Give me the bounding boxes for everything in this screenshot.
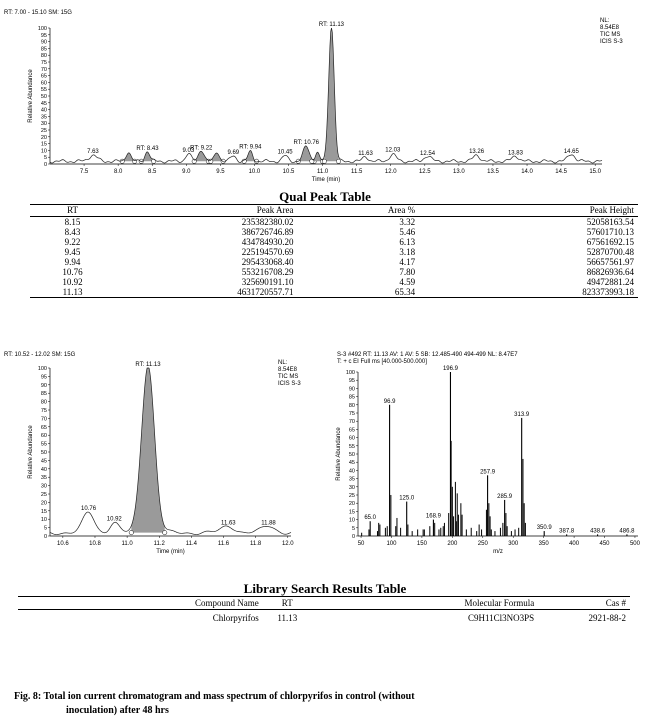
qual-peak-table	[30, 204, 638, 298]
y-tick-label: 50	[40, 450, 47, 456]
qual-table-body	[30, 217, 638, 298]
table-row	[30, 257, 638, 267]
y-tick-label: 75	[40, 408, 47, 414]
y-tick-label: 55	[40, 87, 47, 94]
y-tick-label: 90	[348, 386, 355, 393]
y-tick-label: 50	[348, 452, 355, 458]
table-cell: 52058163.54	[586, 217, 634, 227]
y-tick-label: 0	[43, 162, 47, 168]
table-cell: 823373993.18	[419, 287, 638, 298]
info-line: NL:	[600, 18, 610, 24]
table-cell: 325690191.10	[241, 277, 294, 287]
y-tick-label: 10	[348, 517, 355, 524]
peak-label: 257.9	[480, 469, 496, 476]
peak-label: 12.03	[385, 147, 401, 154]
x-tick-label: 50	[357, 541, 365, 547]
table-row	[18, 610, 630, 627]
x-tick-label: 8.0	[113, 169, 123, 175]
info-line: 8.54E8	[278, 367, 298, 373]
table-cell: 49472881.24	[586, 277, 634, 287]
peak-label: 387.8	[559, 528, 575, 535]
table-cell: 6.13	[399, 237, 416, 247]
y-tick-label: 80	[348, 402, 355, 409]
peak-label: 125.0	[399, 495, 415, 502]
table-cell: 386726746.89	[241, 227, 294, 237]
y-tick-label: 25	[348, 493, 355, 499]
peak-end-marker	[151, 159, 155, 163]
column-header: Peak Area	[115, 205, 297, 217]
x-tick-label: 15.0	[589, 169, 602, 175]
table-cell: 65.34	[298, 287, 420, 298]
peak-label: RT: 9.94	[239, 144, 262, 151]
integrated-peak-area	[131, 368, 164, 533]
peak-label: RT: 11.13	[318, 22, 345, 28]
x-tick-label: 300	[508, 541, 519, 547]
peak-label: 96.9	[383, 398, 396, 405]
x-tick-label: 9.5	[216, 169, 225, 175]
caption-line: Fig. 8: Total ion current chromatogram and mass spectrum of chlorpyrifos in control (without	[14, 691, 415, 702]
y-tick-label: 50	[40, 94, 47, 100]
table-row	[30, 287, 638, 298]
peak-label: 65.0	[364, 515, 377, 522]
y-tick-label: 70	[348, 419, 355, 426]
x-tick-label: 12.0	[384, 169, 397, 175]
table-cell: 4.59	[399, 277, 416, 287]
column-header: Compound Name	[18, 597, 263, 610]
table-cell: 57601710.13	[586, 227, 634, 237]
table-cell: 8.43	[64, 227, 81, 237]
table-cell: 2921-88-2	[588, 613, 626, 623]
table-cell: 434784930.20	[241, 237, 294, 247]
table-cell: 9.22	[64, 237, 81, 247]
spectrum-header: S-3 #492 RT: 11.13 AV: 1 AV: 5 SB: 12.485-490 494-499 NL: 8.47E7	[337, 352, 518, 358]
y-tick-label: 100	[345, 370, 355, 376]
peak-label: 285.9	[497, 493, 513, 500]
y-tick-label: 95	[40, 32, 47, 39]
peak-label: 9.69	[227, 150, 240, 157]
y-tick-label: 60	[40, 433, 47, 440]
y-tick-label: 45	[348, 460, 355, 467]
x-tick-label: 12.5	[418, 169, 431, 175]
chart-header: RT: 7.00 - 15.10 SM: 15G	[4, 10, 72, 16]
info-line: ICIS S-3	[600, 39, 623, 45]
mass-spectrum-chart	[330, 356, 648, 556]
peak-label: 10.76	[81, 506, 97, 513]
peak-label: 11.63	[221, 520, 236, 527]
y-tick-label: 10	[40, 148, 47, 155]
table-cell: 10.76	[62, 267, 83, 277]
y-tick-label: 95	[348, 378, 355, 385]
y-tick-label: 45	[40, 100, 47, 107]
x-axis-label: Time (min)	[311, 177, 341, 183]
x-tick-label: 10.8	[89, 541, 101, 547]
x-tick-label: 250	[477, 541, 488, 547]
x-tick-label: 14.0	[521, 169, 533, 175]
table-cell: 7.80	[399, 267, 416, 277]
peak-label: 10.92	[106, 516, 122, 523]
y-tick-label: 20	[40, 134, 47, 141]
peak-label: 168.9	[425, 513, 441, 520]
y-tick-label: 20	[348, 501, 355, 508]
x-tick-label: 14.5	[555, 169, 567, 175]
chromatogram-trace	[50, 28, 602, 163]
y-tick-label: 90	[40, 39, 47, 46]
y-tick-label: 95	[40, 374, 47, 381]
x-tick-label: 10.6	[57, 541, 69, 547]
x-tick-label: 150	[416, 541, 427, 547]
x-tick-label: 11.5	[351, 169, 363, 175]
y-tick-label: 85	[40, 391, 47, 398]
peak-label: RT: 8.43	[136, 145, 159, 152]
x-axis-label: Time (min)	[156, 549, 185, 555]
column-header: Peak Height	[419, 205, 638, 217]
peak-label: RT: 10.76	[293, 140, 320, 147]
peak-label: RT: 9.22	[190, 145, 213, 152]
peak-start-marker	[129, 530, 133, 534]
table-cell: 295433068.40	[241, 257, 294, 267]
peak-label: 13.83	[507, 150, 523, 157]
x-tick-label: 350	[538, 541, 549, 547]
x-tick-label: 8.5	[148, 169, 157, 175]
table-row	[30, 247, 638, 257]
x-tick-label: 11.6	[217, 541, 230, 547]
y-tick-label: 80	[40, 399, 47, 406]
peak-end-marker	[163, 530, 167, 534]
table-row	[30, 227, 638, 237]
x-tick-label: 10.5	[282, 169, 295, 175]
y-tick-label: 35	[40, 475, 47, 482]
table-cell: 52870700.48	[586, 247, 634, 257]
x-tick-label: 100	[386, 541, 397, 547]
tic-chromatogram-chart	[0, 14, 650, 186]
peak-label: RT: 11.13	[135, 362, 161, 368]
table-cell: Chlorpyrifos	[212, 613, 259, 623]
x-tick-label: 9.0	[182, 169, 191, 175]
table-cell: 11.13	[30, 287, 115, 298]
y-tick-label: 65	[40, 73, 47, 80]
qual-table-title: Qual Peak Table	[279, 189, 371, 204]
table-cell: 8.15	[64, 217, 81, 227]
x-tick-label: 200	[447, 541, 458, 547]
x-tick-label: 450	[599, 541, 610, 547]
y-tick-label: 80	[40, 53, 47, 60]
peak-label: 196.9	[442, 366, 458, 372]
peak-label: 10.45	[277, 149, 293, 156]
x-tick-label: 400	[569, 541, 580, 547]
y-tick-label: 70	[40, 416, 47, 423]
y-tick-label: 10	[40, 517, 47, 524]
y-tick-label: 75	[348, 411, 355, 417]
y-tick-label: 75	[40, 60, 47, 66]
chart-header: RT: 10.52 - 12.02 SM: 15G	[4, 352, 76, 358]
peak-label: 9.03	[182, 147, 195, 154]
x-tick-label: 11.4	[185, 541, 198, 547]
table-cell: 235382380.02	[241, 217, 294, 227]
x-tick-label: 13.5	[487, 169, 499, 175]
y-tick-label: 85	[348, 394, 355, 401]
y-tick-label: 5	[351, 525, 355, 532]
integrated-peak-area	[194, 151, 208, 161]
peak-label: 13.26	[469, 148, 485, 155]
table-cell: 86826936.64	[586, 267, 634, 277]
y-tick-label: 85	[40, 46, 47, 53]
y-tick-label: 65	[40, 424, 47, 431]
table-cell: 3.18	[399, 247, 416, 257]
y-tick-label: 55	[40, 441, 47, 448]
y-tick-label: 15	[40, 508, 47, 515]
table-cell: 4631720557.71	[115, 287, 297, 298]
zoom-chromatogram-chart	[0, 356, 300, 556]
table-cell: 553216708.29	[241, 267, 294, 277]
peak-label: 438.6	[590, 528, 606, 535]
table-cell: 3.32	[399, 217, 416, 227]
y-axis-label: Relative Abundance	[336, 427, 342, 481]
peak-label: 7.63	[87, 148, 99, 155]
y-tick-label: 5	[43, 155, 47, 162]
peak-label: 486.8	[619, 528, 635, 535]
column-header: Cas #	[538, 597, 630, 610]
y-tick-label: 60	[40, 80, 47, 87]
table-cell: 9.45	[64, 247, 81, 257]
y-tick-label: 100	[37, 26, 47, 32]
y-tick-label: 0	[43, 534, 47, 540]
y-tick-label: 70	[40, 66, 47, 73]
y-tick-label: 45	[40, 458, 47, 465]
table-cell: C9H11Cl3NO3PS	[468, 613, 535, 623]
y-tick-label: 20	[40, 500, 47, 507]
y-tick-label: 15	[40, 141, 47, 148]
y-axis-label: Relative Abundance	[28, 69, 34, 123]
y-tick-label: 15	[348, 509, 355, 516]
figure-caption	[14, 690, 574, 718]
column-header: RT	[30, 205, 115, 217]
info-line: NL:	[278, 360, 288, 366]
peak-label: 313.9	[514, 411, 530, 418]
y-tick-label: 40	[348, 468, 355, 475]
library-search-table	[18, 596, 630, 626]
y-tick-label: 65	[348, 427, 355, 434]
caption-line: inoculation) after 48 hrs	[66, 705, 169, 716]
y-tick-label: 35	[348, 476, 355, 483]
info-line: ICIS S-3	[278, 381, 301, 387]
peak-start-marker	[209, 159, 213, 163]
x-tick-label: 10.0	[248, 169, 261, 175]
table-row	[30, 217, 638, 228]
table-cell: 9.94	[64, 257, 81, 267]
table-cell: 4.17	[399, 257, 416, 267]
table-row	[30, 237, 638, 247]
table-cell: 67561692.15	[586, 237, 634, 247]
peak-label: 11.88	[261, 520, 276, 527]
y-tick-label: 40	[40, 107, 47, 114]
spectrum-scan-filter: T: + c EI Full ms [40.000-500.000]	[337, 359, 427, 365]
x-axis-label: m/z	[493, 549, 503, 555]
table-cell: 225194570.69	[241, 247, 294, 257]
x-tick-label: 11.0	[316, 169, 329, 175]
table-header-row	[30, 205, 638, 217]
x-tick-label: 13.0	[453, 169, 465, 175]
peak-end-marker	[336, 159, 340, 163]
table-header-row	[18, 597, 630, 610]
info-line: TIC MS	[278, 374, 299, 380]
y-tick-label: 55	[348, 443, 355, 450]
table-cell: 10.92	[62, 277, 83, 287]
column-header: Area %	[298, 205, 420, 217]
y-tick-label: 30	[40, 483, 47, 490]
info-line: TIC MS	[600, 32, 621, 38]
y-tick-label: 30	[40, 121, 47, 128]
x-tick-label: 500	[629, 541, 640, 547]
x-tick-label: 11.8	[250, 541, 262, 547]
y-tick-label: 90	[40, 382, 47, 389]
info-line: 8.54E8	[600, 25, 620, 31]
x-tick-label: 11.0	[121, 541, 133, 547]
integrated-peak-area	[324, 28, 338, 161]
table-cell: 56657561.97	[586, 257, 634, 267]
table-cell: 11.13	[277, 613, 298, 623]
library-table-title: Library Search Results Table	[243, 581, 407, 596]
x-tick-label: 7.5	[79, 169, 89, 175]
y-tick-label: 30	[348, 484, 355, 491]
peak-label: 350.9	[536, 525, 552, 532]
y-tick-label: 60	[348, 435, 355, 442]
peak-label: 14.65	[563, 148, 579, 155]
y-tick-label: 25	[40, 128, 47, 134]
table-row	[30, 277, 638, 287]
y-tick-label: 0	[351, 534, 355, 540]
x-tick-label: 12.0	[281, 541, 294, 547]
column-header: RT	[263, 597, 312, 610]
y-tick-label: 5	[43, 525, 47, 532]
y-tick-label: 100	[37, 366, 47, 372]
peak-label: 12.54	[420, 151, 436, 158]
y-tick-label: 35	[40, 114, 47, 121]
table-cell: 5.46	[399, 227, 416, 237]
table-row	[30, 267, 638, 277]
x-tick-label: 11.2	[153, 541, 165, 547]
y-axis-label: Relative Abundance	[28, 425, 34, 479]
peak-label: 11.63	[358, 151, 373, 158]
column-header: Molecular Formula	[312, 597, 538, 610]
y-tick-label: 25	[40, 492, 47, 498]
y-tick-label: 40	[40, 466, 47, 473]
